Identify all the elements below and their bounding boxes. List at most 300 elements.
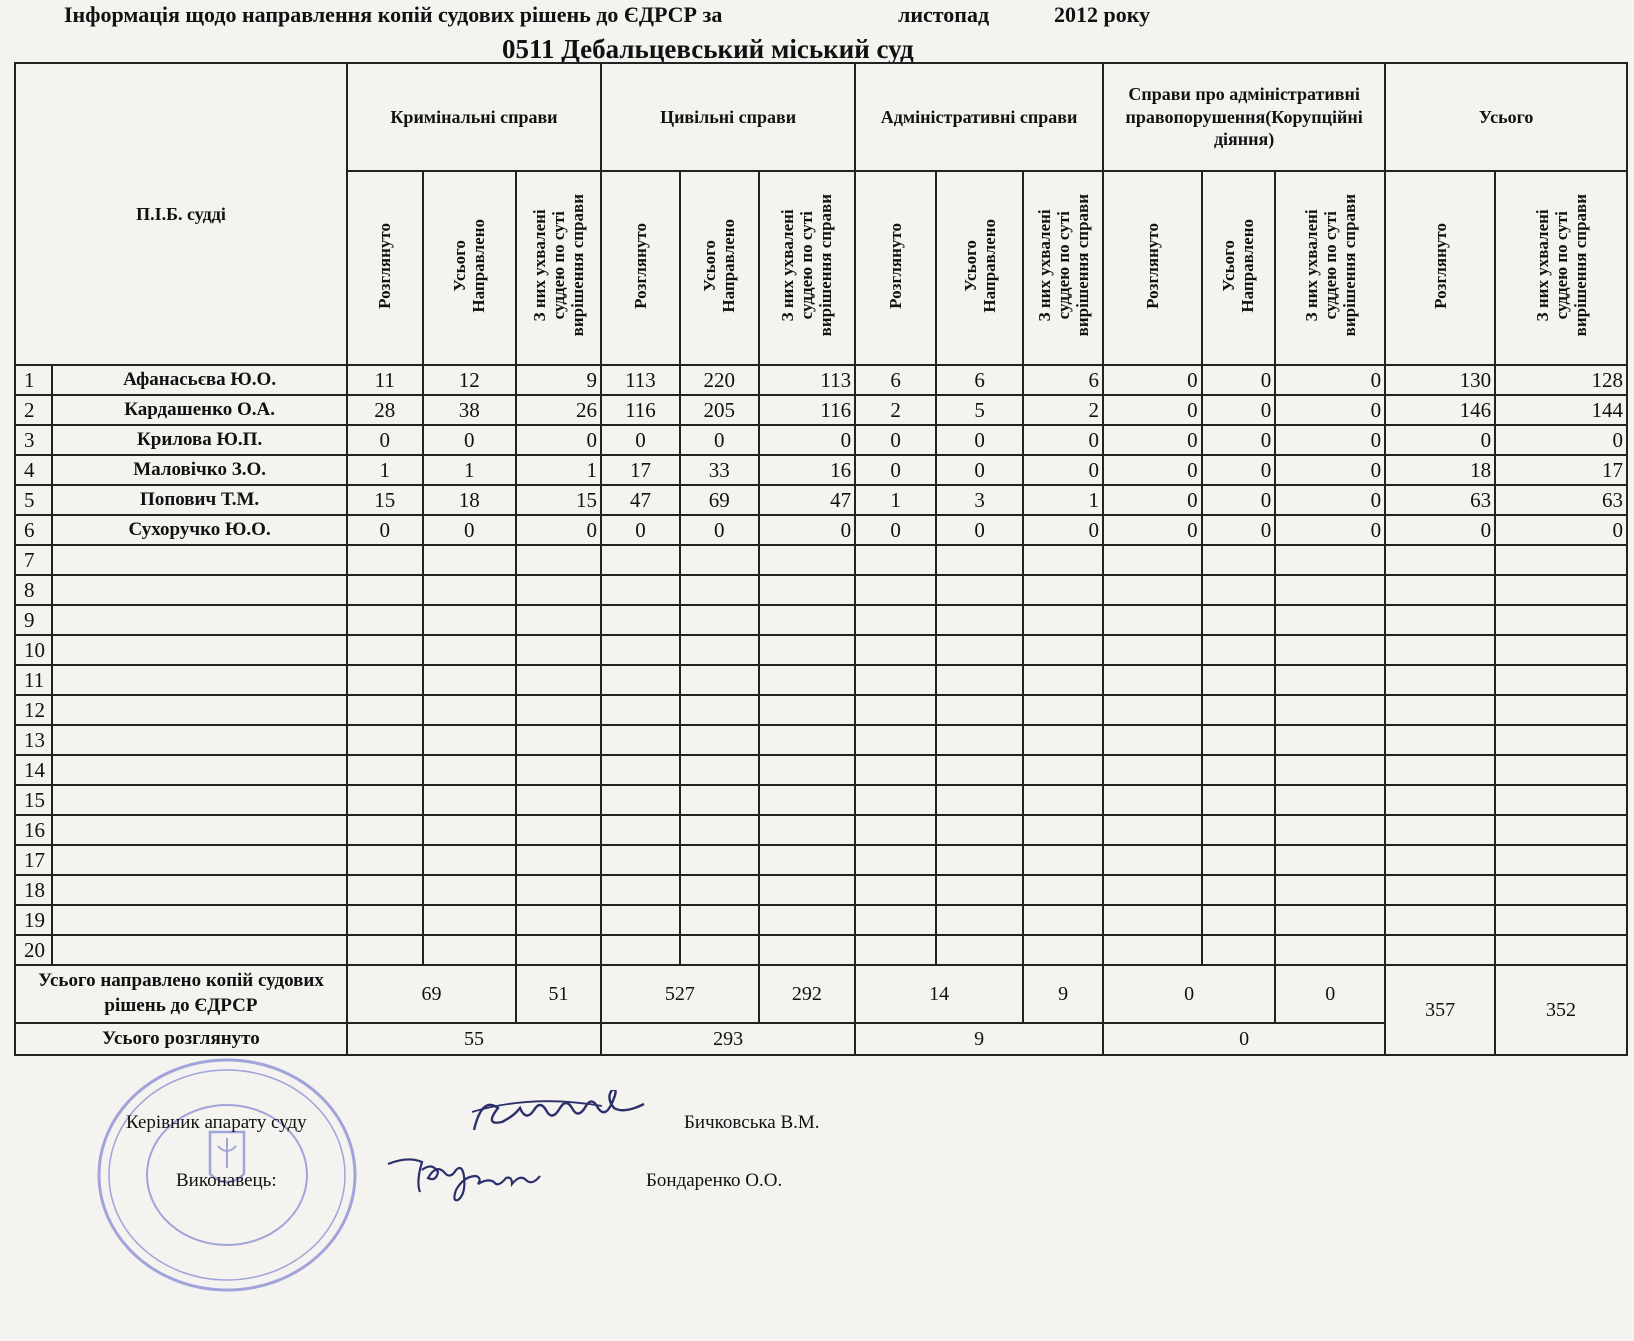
value-cell: 0	[1103, 515, 1202, 545]
value-cell	[601, 665, 680, 695]
value-cell: 2	[1023, 395, 1103, 425]
row-number: 7	[15, 545, 52, 575]
value-cell	[1023, 845, 1103, 875]
row-number: 19	[15, 905, 52, 935]
value-cell	[601, 545, 680, 575]
value-cell	[1275, 575, 1385, 605]
table-body	[15, 365, 1627, 965]
value-cell: 205	[680, 395, 759, 425]
subheader-text: Усього Направлено	[960, 218, 999, 313]
value-cell	[516, 935, 601, 965]
value-cell	[936, 725, 1023, 755]
table-row	[15, 545, 1627, 575]
value-cell: 1	[347, 455, 423, 485]
value-cell	[936, 785, 1023, 815]
value-cell	[347, 755, 423, 785]
value-cell: 113	[601, 365, 680, 395]
row-number: 1	[15, 365, 52, 395]
table-row	[15, 485, 1627, 515]
row-number: 18	[15, 875, 52, 905]
value-cell: 144	[1495, 395, 1627, 425]
grand-total-merits: 352	[1495, 965, 1627, 1055]
value-cell: 0	[1495, 425, 1627, 455]
value-cell	[516, 695, 601, 725]
value-cell: 5	[936, 395, 1023, 425]
value-cell	[516, 545, 601, 575]
value-cell	[601, 785, 680, 815]
value-cell	[1275, 905, 1385, 935]
value-cell	[1023, 725, 1103, 755]
table-row	[15, 455, 1627, 485]
value-cell	[347, 665, 423, 695]
value-cell: 0	[1202, 515, 1276, 545]
value-cell: 0	[1495, 515, 1627, 545]
value-cell	[1495, 845, 1627, 875]
value-cell	[423, 635, 516, 665]
subheader-text: Розглянуто	[375, 222, 395, 309]
report-year: 2012 року	[1054, 2, 1151, 27]
table-row	[15, 845, 1627, 875]
subheader-sent-10	[1202, 171, 1276, 365]
subheader-text: Усього Направлено	[1219, 218, 1258, 313]
value-cell: 0	[1202, 485, 1276, 515]
value-cell	[347, 575, 423, 605]
value-cell	[1385, 545, 1495, 575]
value-cell	[1103, 815, 1202, 845]
value-cell	[855, 575, 936, 605]
value-cell	[516, 785, 601, 815]
value-cell	[1023, 815, 1103, 845]
value-cell	[601, 605, 680, 635]
value-cell: 15	[347, 485, 423, 515]
value-cell	[1202, 575, 1276, 605]
value-cell	[601, 905, 680, 935]
value-cell	[1202, 725, 1276, 755]
subheader-text: Усього Направлено	[450, 218, 489, 313]
group-criminal: Кримінальні справи	[347, 63, 601, 171]
subheader-text: З них ухвалені суддею по суті вирішення справи	[529, 194, 588, 337]
value-cell	[1385, 935, 1495, 965]
judge-name	[52, 635, 347, 665]
sent-civil-merits: 292	[759, 965, 855, 1023]
value-cell	[347, 545, 423, 575]
value-cell	[601, 845, 680, 875]
value-cell	[1023, 935, 1103, 965]
value-cell	[1385, 665, 1495, 695]
value-cell: 0	[936, 455, 1023, 485]
value-cell: 0	[1103, 485, 1202, 515]
value-cell	[601, 725, 680, 755]
subheader-merits-5	[759, 171, 855, 365]
value-cell	[601, 875, 680, 905]
value-cell: 26	[516, 395, 601, 425]
row-number: 5	[15, 485, 52, 515]
value-cell: 0	[1202, 395, 1276, 425]
value-cell	[347, 935, 423, 965]
value-cell: 0	[1275, 515, 1385, 545]
value-cell	[759, 695, 855, 725]
value-cell	[759, 755, 855, 785]
value-cell	[855, 755, 936, 785]
value-cell	[1103, 755, 1202, 785]
executor-role-label: Виконавець:	[176, 1170, 277, 1191]
value-cell	[855, 725, 936, 755]
value-cell	[1495, 905, 1627, 935]
value-cell: 0	[855, 515, 936, 545]
sent-criminal-total: 69	[347, 965, 516, 1023]
value-cell	[855, 635, 936, 665]
table-row	[15, 935, 1627, 965]
value-cell	[759, 935, 855, 965]
value-cell	[1023, 575, 1103, 605]
value-cell	[1103, 725, 1202, 755]
value-cell: 6	[1023, 365, 1103, 395]
value-cell	[1275, 545, 1385, 575]
judge-name: Маловічко З.О.	[52, 455, 347, 485]
value-cell	[516, 635, 601, 665]
value-cell	[516, 725, 601, 755]
value-cell: 0	[423, 515, 516, 545]
row-number: 20	[15, 935, 52, 965]
value-cell: 0	[1385, 515, 1495, 545]
value-cell	[1023, 665, 1103, 695]
value-cell: 0	[855, 425, 936, 455]
value-cell	[423, 905, 516, 935]
value-cell	[423, 785, 516, 815]
value-cell: 0	[1385, 425, 1495, 455]
sent-criminal-merits: 51	[516, 965, 601, 1023]
subheader-sent-1	[423, 171, 516, 365]
sent-total-row	[15, 965, 1627, 1023]
value-cell	[1103, 605, 1202, 635]
value-cell: 0	[423, 425, 516, 455]
value-cell	[759, 905, 855, 935]
sent-civil-total: 527	[601, 965, 759, 1023]
value-cell: 6	[855, 365, 936, 395]
value-cell	[347, 875, 423, 905]
table-row	[15, 635, 1627, 665]
subheader-text: Розглянуто	[1142, 222, 1162, 309]
judge-name: Афанасьєва Ю.О.	[52, 365, 347, 395]
value-cell	[516, 755, 601, 785]
value-cell: 0	[1202, 425, 1276, 455]
value-cell	[759, 605, 855, 635]
value-cell	[680, 575, 759, 605]
group-civil: Цивільні справи	[601, 63, 855, 171]
value-cell	[936, 935, 1023, 965]
value-cell	[1103, 695, 1202, 725]
value-cell	[1385, 845, 1495, 875]
value-cell: 0	[516, 515, 601, 545]
value-cell	[347, 815, 423, 845]
group-administrative: Адміністративні справи	[855, 63, 1103, 171]
value-cell: 9	[516, 365, 601, 395]
report-month: листопад	[898, 2, 990, 27]
value-cell	[759, 575, 855, 605]
value-cell	[680, 545, 759, 575]
group-admin-offences: Справи про адміністративні правопорушення(Корупційні діяння)	[1103, 63, 1385, 171]
value-cell	[936, 605, 1023, 635]
value-cell	[759, 725, 855, 755]
value-cell: 1	[855, 485, 936, 515]
value-cell	[1275, 635, 1385, 665]
value-cell: 0	[1275, 395, 1385, 425]
value-cell	[1023, 695, 1103, 725]
value-cell	[936, 575, 1023, 605]
value-cell	[759, 545, 855, 575]
value-cell	[1275, 725, 1385, 755]
value-cell	[1275, 785, 1385, 815]
group-header-row	[15, 63, 1627, 171]
subheader-merits-11	[1275, 171, 1385, 365]
value-cell	[423, 815, 516, 845]
table-row	[15, 365, 1627, 395]
judge-name: Попович Т.М.	[52, 485, 347, 515]
value-cell	[680, 815, 759, 845]
value-cell	[680, 635, 759, 665]
value-cell	[1495, 935, 1627, 965]
value-cell: 0	[1202, 455, 1276, 485]
value-cell	[423, 545, 516, 575]
value-cell	[680, 905, 759, 935]
table-row	[15, 575, 1627, 605]
value-cell	[423, 725, 516, 755]
value-cell: 0	[759, 425, 855, 455]
subheader-text: Розглянуто	[1430, 222, 1450, 309]
subheader-reviewed-3	[601, 171, 680, 365]
value-cell	[1202, 605, 1276, 635]
value-cell	[680, 725, 759, 755]
value-cell: 63	[1495, 485, 1627, 515]
value-cell	[1495, 635, 1627, 665]
value-cell	[1385, 725, 1495, 755]
value-cell	[1385, 575, 1495, 605]
subheader-text: Усього Направлено	[700, 218, 739, 313]
value-cell	[516, 905, 601, 935]
value-cell	[601, 635, 680, 665]
table-row	[15, 725, 1627, 755]
value-cell	[1385, 905, 1495, 935]
value-cell: 18	[1385, 455, 1495, 485]
value-cell	[1103, 875, 1202, 905]
reviewed-total-label: Усього розглянуто	[15, 1023, 347, 1055]
value-cell	[347, 635, 423, 665]
value-cell	[1202, 875, 1276, 905]
judge-name: Сухоручко Ю.О.	[52, 515, 347, 545]
reviewed-civil: 293	[601, 1023, 855, 1055]
value-cell	[680, 785, 759, 815]
value-cell: 0	[1103, 455, 1202, 485]
value-cell	[1023, 605, 1103, 635]
value-cell	[423, 665, 516, 695]
value-cell	[936, 635, 1023, 665]
value-cell	[855, 875, 936, 905]
value-cell	[1202, 785, 1276, 815]
value-cell	[347, 605, 423, 635]
value-cell	[516, 875, 601, 905]
value-cell	[1103, 665, 1202, 695]
value-cell	[936, 845, 1023, 875]
subheader-reviewed-0	[347, 171, 423, 365]
value-cell	[855, 695, 936, 725]
value-cell: 1	[1023, 485, 1103, 515]
reviewed-criminal: 55	[347, 1023, 601, 1055]
value-cell	[347, 725, 423, 755]
value-cell	[516, 665, 601, 695]
value-cell	[1385, 635, 1495, 665]
value-cell	[1385, 815, 1495, 845]
judge-name	[52, 785, 347, 815]
value-cell: 0	[1023, 455, 1103, 485]
value-cell: 1	[423, 455, 516, 485]
value-cell	[855, 785, 936, 815]
value-cell: 0	[1023, 515, 1103, 545]
value-cell	[1275, 815, 1385, 845]
value-cell	[601, 695, 680, 725]
value-cell	[1495, 785, 1627, 815]
value-cell	[423, 845, 516, 875]
value-cell	[1103, 905, 1202, 935]
value-cell	[423, 605, 516, 635]
value-cell	[1385, 785, 1495, 815]
table-row	[15, 665, 1627, 695]
value-cell: 33	[680, 455, 759, 485]
table-row	[15, 785, 1627, 815]
value-cell	[759, 845, 855, 875]
row-number: 15	[15, 785, 52, 815]
value-cell: 2	[855, 395, 936, 425]
value-cell	[423, 755, 516, 785]
value-cell	[680, 695, 759, 725]
value-cell: 0	[680, 425, 759, 455]
judge-name	[52, 755, 347, 785]
value-cell: 18	[423, 485, 516, 515]
value-cell	[759, 635, 855, 665]
value-cell: 0	[601, 515, 680, 545]
value-cell	[1023, 875, 1103, 905]
value-cell	[347, 845, 423, 875]
value-cell	[516, 605, 601, 635]
value-cell	[601, 755, 680, 785]
value-cell	[1495, 605, 1627, 635]
value-cell: 0	[680, 515, 759, 545]
subheader-text: З них ухвалені суддею по суті вирішення справи	[778, 194, 836, 337]
value-cell	[759, 785, 855, 815]
value-cell	[855, 815, 936, 845]
table-row	[15, 905, 1627, 935]
subheader-text: З них ухвалені суддею по суті вирішення справи	[1034, 194, 1092, 337]
value-cell	[1275, 875, 1385, 905]
table-row	[15, 815, 1627, 845]
value-cell	[1202, 695, 1276, 725]
value-cell	[855, 545, 936, 575]
value-cell	[1495, 545, 1627, 575]
value-cell	[1495, 695, 1627, 725]
value-cell	[1275, 665, 1385, 695]
value-cell: 38	[423, 395, 516, 425]
value-cell	[936, 905, 1023, 935]
value-cell	[855, 905, 936, 935]
subheader-text: Розглянуто	[886, 222, 906, 309]
value-cell	[601, 815, 680, 845]
value-cell	[1385, 875, 1495, 905]
grand-total-reviewed: 357	[1385, 965, 1495, 1055]
sent-total-label: Усього направлено копій судових рішень до ЄДРСР	[15, 965, 347, 1023]
value-cell	[936, 815, 1023, 845]
value-cell	[1495, 875, 1627, 905]
subheader-reviewed-12	[1385, 171, 1495, 365]
value-cell: 17	[1495, 455, 1627, 485]
subheader-text: З них ухвалені суддею по суті вирішення справи	[1532, 194, 1590, 337]
value-cell	[1385, 755, 1495, 785]
value-cell: 0	[1103, 425, 1202, 455]
value-cell	[423, 695, 516, 725]
value-cell	[1202, 635, 1276, 665]
subheader-sent-4	[680, 171, 759, 365]
value-cell	[680, 755, 759, 785]
value-cell	[516, 575, 601, 605]
value-cell	[601, 575, 680, 605]
table-row	[15, 395, 1627, 425]
subheader-text: З них ухвалені суддею по суті вирішення справи	[1301, 194, 1359, 337]
value-cell	[759, 665, 855, 695]
report-title: Інформація щодо направлення копій судових рішень до ЄДРСР за	[64, 2, 723, 27]
table-row	[15, 695, 1627, 725]
judge-column-header: П.І.Б. судді	[15, 63, 347, 365]
sent-admin-total: 14	[855, 965, 1023, 1023]
row-number: 12	[15, 695, 52, 725]
court-name: 0511 Дебальцевський міський суд	[502, 34, 914, 64]
table-row	[15, 875, 1627, 905]
value-cell: 0	[759, 515, 855, 545]
value-cell	[1202, 935, 1276, 965]
value-cell	[347, 695, 423, 725]
value-cell	[855, 845, 936, 875]
value-cell	[1023, 785, 1103, 815]
row-number: 17	[15, 845, 52, 875]
value-cell	[423, 935, 516, 965]
value-cell	[1202, 815, 1276, 845]
value-cell: 15	[516, 485, 601, 515]
row-number: 10	[15, 635, 52, 665]
value-cell: 6	[936, 365, 1023, 395]
executor-signature	[384, 1146, 594, 1210]
value-cell: 0	[1023, 425, 1103, 455]
judge-name	[52, 695, 347, 725]
value-cell: 128	[1495, 365, 1627, 395]
sent-admin-merits: 9	[1023, 965, 1103, 1023]
head-signature	[468, 1090, 658, 1146]
value-cell	[855, 605, 936, 635]
value-cell	[936, 665, 1023, 695]
value-cell	[680, 605, 759, 635]
value-cell	[1495, 575, 1627, 605]
table-row	[15, 755, 1627, 785]
value-cell	[1495, 755, 1627, 785]
row-number: 13	[15, 725, 52, 755]
judge-name	[52, 665, 347, 695]
value-cell: 17	[601, 455, 680, 485]
subheader-reviewed-9	[1103, 171, 1202, 365]
value-cell	[855, 665, 936, 695]
value-cell	[1495, 665, 1627, 695]
value-cell	[759, 875, 855, 905]
value-cell	[936, 875, 1023, 905]
judge-name	[52, 605, 347, 635]
value-cell: 0	[347, 515, 423, 545]
value-cell	[680, 665, 759, 695]
value-cell: 130	[1385, 365, 1495, 395]
